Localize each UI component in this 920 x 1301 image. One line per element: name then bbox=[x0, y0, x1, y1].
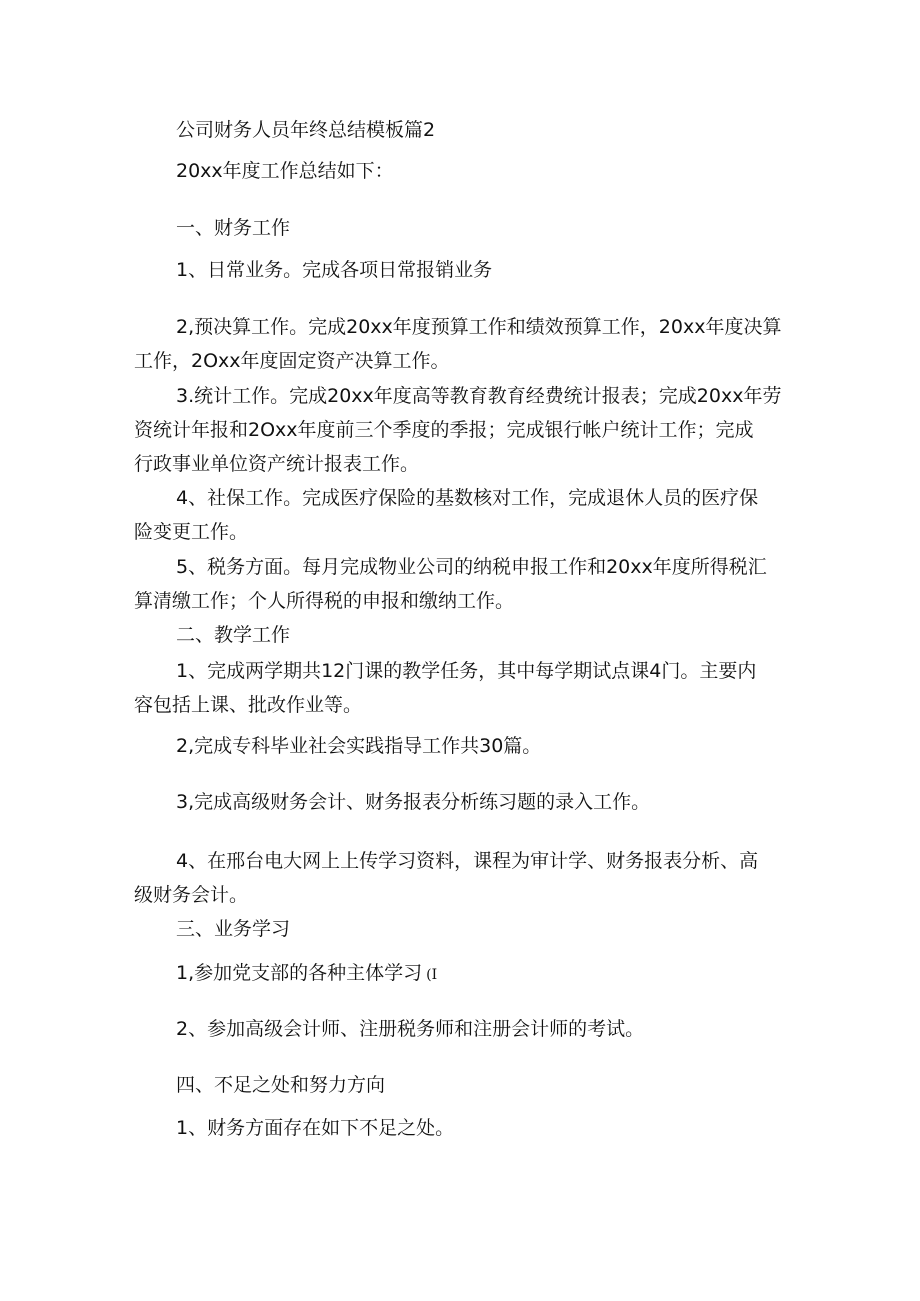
paragraph-line: 工作，2Oxx年度固定资产决算工作。 bbox=[134, 350, 450, 372]
paragraph-line bbox=[176, 961, 437, 987]
paragraph-line: 3,完成高级财务会计、财务报表分析练习题的录入工作。 bbox=[176, 791, 651, 813]
intro-text: 20xx年度工作总结如下： bbox=[176, 160, 394, 182]
paragraph-line: 4、在邢台电大网上上传学习资料，课程为审计学、财务报表分析、高 bbox=[176, 850, 759, 872]
paragraph-line: 3.统计工作。完成20xx年度高等教育教育经费统计报表；完成20xx年劳 bbox=[176, 385, 782, 407]
section-heading-improvement: 四、不足之处和努力方向 bbox=[176, 1074, 386, 1096]
section-heading-study: 三、业务学习 bbox=[176, 918, 291, 940]
paragraph-line: 容包括上课、批改作业等。 bbox=[134, 694, 363, 716]
stray-mark: (I bbox=[426, 967, 438, 983]
paragraph-line: 5、税务方面。每月完成物业公司的纳税申报工作和20xx年度所得税汇 bbox=[176, 556, 767, 578]
paragraph-line: 算清缴工作；个人所得税的申报和缴纳工作。 bbox=[134, 590, 515, 612]
paragraph-line: 资统计年报和2Oxx年度前三个季度的季报；完成银行帐户统计工作；完成 bbox=[134, 419, 754, 441]
paragraph-line: 2,完成专科毕业社会实践指导工作共30篇。 bbox=[176, 735, 542, 757]
paragraph-line: 级财务会计。 bbox=[134, 884, 249, 906]
section-heading-teaching: 二、教学工作 bbox=[176, 624, 291, 646]
paragraph-line: 1、日常业务。完成各项日常报销业务 bbox=[176, 259, 493, 281]
paragraph-line: 行政事业单位资产统计报表工作。 bbox=[134, 453, 420, 475]
paragraph-line: 2、参加高级会计师、注册税务师和注册会计师的考试。 bbox=[176, 1018, 645, 1040]
paragraph-line: 2,预决算工作。完成20xx年度预算工作和绩效预算工作，20xx年度决算 bbox=[176, 316, 782, 338]
paragraph-line: 1、完成两学期共12门课的教学任务，其中每学期试点课4门。主要内 bbox=[176, 660, 757, 682]
paragraph-text: 1,参加党支部的各种主体学习 bbox=[176, 962, 423, 984]
paragraph-line: 4、社保工作。完成医疗保险的基数核对工作，完成退休人员的医疗保 bbox=[176, 487, 759, 509]
document-title: 公司财务人员年终总结模板篇2 bbox=[176, 119, 436, 141]
paragraph-line: 1、财务方面存在如下不足之处。 bbox=[176, 1117, 455, 1139]
section-heading-finance: 一、财务工作 bbox=[176, 217, 291, 239]
paragraph-line: 险变更工作。 bbox=[134, 521, 249, 543]
